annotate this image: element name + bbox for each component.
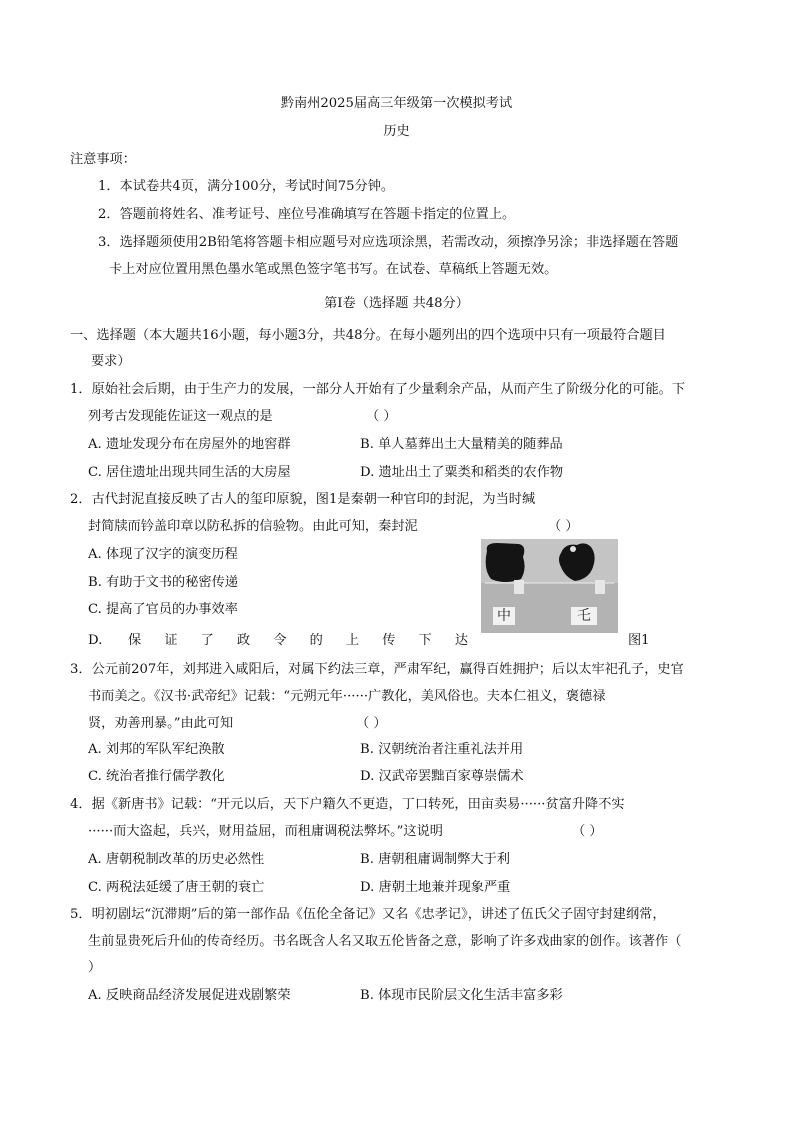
q2-option-d-char: 传 (382, 633, 396, 648)
section-title: 第Ⅰ卷（选择题 共48分） (324, 296, 469, 311)
q2-option-d-char: 保 (128, 633, 142, 648)
q2-option-b: B. 有助于文书的秘密传递 (88, 575, 238, 590)
q1-stem-cont: 列考古发现能佐证这一观点的是 (88, 409, 273, 424)
q3-option-d: D. 汉武帝罢黜百家尊崇儒术 (360, 769, 524, 784)
q5-stem: 5．明初剧坛“沉滞期”后的第一部作品《伍伦全备记》又名《忠孝记》，讲述了伍氏父子固守封建纲常， (70, 907, 666, 922)
q2-option-d-char: 政 (236, 633, 251, 648)
q3-option-b: B. 汉朝统治者注重礼法并用 (360, 742, 524, 757)
q3-answer-bracket: （ ） (356, 716, 387, 731)
q4-answer-bracket: （ ） (572, 824, 603, 839)
notice-item-3-cont: 卡上对应位置用黑色墨水笔或黑色签字笔书写。在试卷、草稿纸上答题无效。 (109, 262, 558, 277)
q4-option-d: D. 唐朝土地兼并现象严重 (360, 880, 511, 895)
q2-option-d-char: 的 (309, 633, 323, 648)
q4-stem-cont: ······而大盗起，兵兴，财用益屈，而租庸调税法弊坏。”这说明 (88, 824, 443, 839)
q2-option-d-char: 证 (164, 633, 178, 648)
q5-option-b: B. 体现市民阶层文化生活丰富多彩 (360, 988, 563, 1003)
q3-stem: 3．公元前207年，刘邦进入咸阳后，对属下约法三章，严肃军纪，赢得百姓拥护；后以太牢祀孔子，史官 (70, 662, 684, 677)
q4-option-a: A. 唐朝税制改革的历史必然性 (88, 852, 265, 867)
q5-option-a: A. 反映商品经济发展促进戏剧繁荣 (88, 988, 291, 1003)
q1-stem: 1．原始社会后期，由于生产力的发展，一部分人开始有了少量剩余产品，从而产生了阶级分化的可能。下 (70, 382, 686, 397)
section-instruction: 一、选择题（本大题共16小题，每小题3分，共48分。在每小题列出的四个选项中只有一项最符合题目 (70, 328, 666, 343)
exam-title: 黔南州2025届高三年级第一次模拟考试 (280, 96, 513, 111)
q2-option-d-char: 达 (454, 633, 468, 648)
q5-stem-cont-2: ） (88, 960, 102, 975)
q3-stem-cont-1: 书而美之。《汉书·武帝纪》记载：“元朔元年······广教化，美风俗也。夫本仁祖义，褒德禄 (88, 689, 606, 704)
q4-option-b: B. 唐朝租庸调制弊大于利 (360, 852, 510, 867)
q2-option-d-char: 了 (200, 633, 214, 648)
q2-option-a: A. 体现了汉字的演变历程 (88, 547, 238, 562)
q3-stem-cont-2: 贤，劝善刑暴。”由此可知 (88, 716, 234, 731)
notice-heading: 注意事项： (70, 152, 136, 167)
q2-option-c: C. 提高了官员的办事效率 (88, 602, 238, 617)
q1-option-a: A. 遗址发现分布在房屋外的地窖群 (88, 437, 291, 452)
q2-option-d-label: D. (88, 633, 103, 648)
q2-option-d-char: 上 (345, 633, 360, 648)
q5-stem-cont-1: 生前显贵死后升仙的传奇经历。书名既含人名又取五伦皆备之意，影响了许多戏曲家的创作。该著作（ (88, 934, 682, 949)
q2-option-d-char: 令 (273, 633, 287, 648)
q4-option-c: C. 两税法延缓了唐王朝的衰亡 (88, 880, 265, 895)
q2-answer-bracket: （ ） (548, 519, 579, 534)
q3-option-c: C. 统治者推行儒学教化 (88, 769, 225, 784)
exam-subject: 历史 (383, 124, 410, 139)
notice-item-3: 3．选择题须使用2B铅笔将答题卡相应题号对应选项涂黑，若需改动，须擦净另涂；非选择题在答题 (98, 235, 679, 250)
q1-option-d: D. 遗址出土了粟类和稻类的农作物 (360, 465, 564, 480)
q2-option-d-text (128, 632, 468, 650)
notice-item-1: 1．本试卷共4页，满分100分，考试时间75分钟。 (98, 179, 395, 194)
section-instruction-cont: 要求） (91, 354, 131, 369)
q1-option-b: B. 单人墓葬出土大量精美的随葬品 (360, 437, 563, 452)
q2-stem: 2．古代封泥直接反映了古人的玺印原貌，图1是秦朝一种官印的封泥，为当时缄 (70, 492, 536, 507)
figure-caption: 图1 (628, 633, 650, 648)
q1-answer-bracket: （ ） (366, 409, 397, 424)
notice-item-2: 2．答题前将姓名、准考证号、座位号准确填写在答题卡指定的位置上。 (98, 207, 516, 222)
q4-stem: 4．据《新唐书》记载：“开元以后，天下户籍久不更造，丁口转死，田亩卖易······贫富升降不实 (70, 797, 625, 812)
seal-mark-right: 乇 (577, 608, 591, 624)
q2-option-d-char: 下 (418, 633, 432, 648)
q2-stem-cont: 封简牍而钤盖印章以防私拆的信验物。由此可知，秦封泥 (88, 519, 418, 534)
seal-mark-left: 中 (497, 608, 511, 624)
seal-clay-figure (481, 539, 618, 633)
q1-option-c: C. 居住遗址出现共同生活的大房屋 (88, 465, 291, 480)
q3-option-a: A. 刘邦的军队军纪涣散 (88, 742, 225, 757)
